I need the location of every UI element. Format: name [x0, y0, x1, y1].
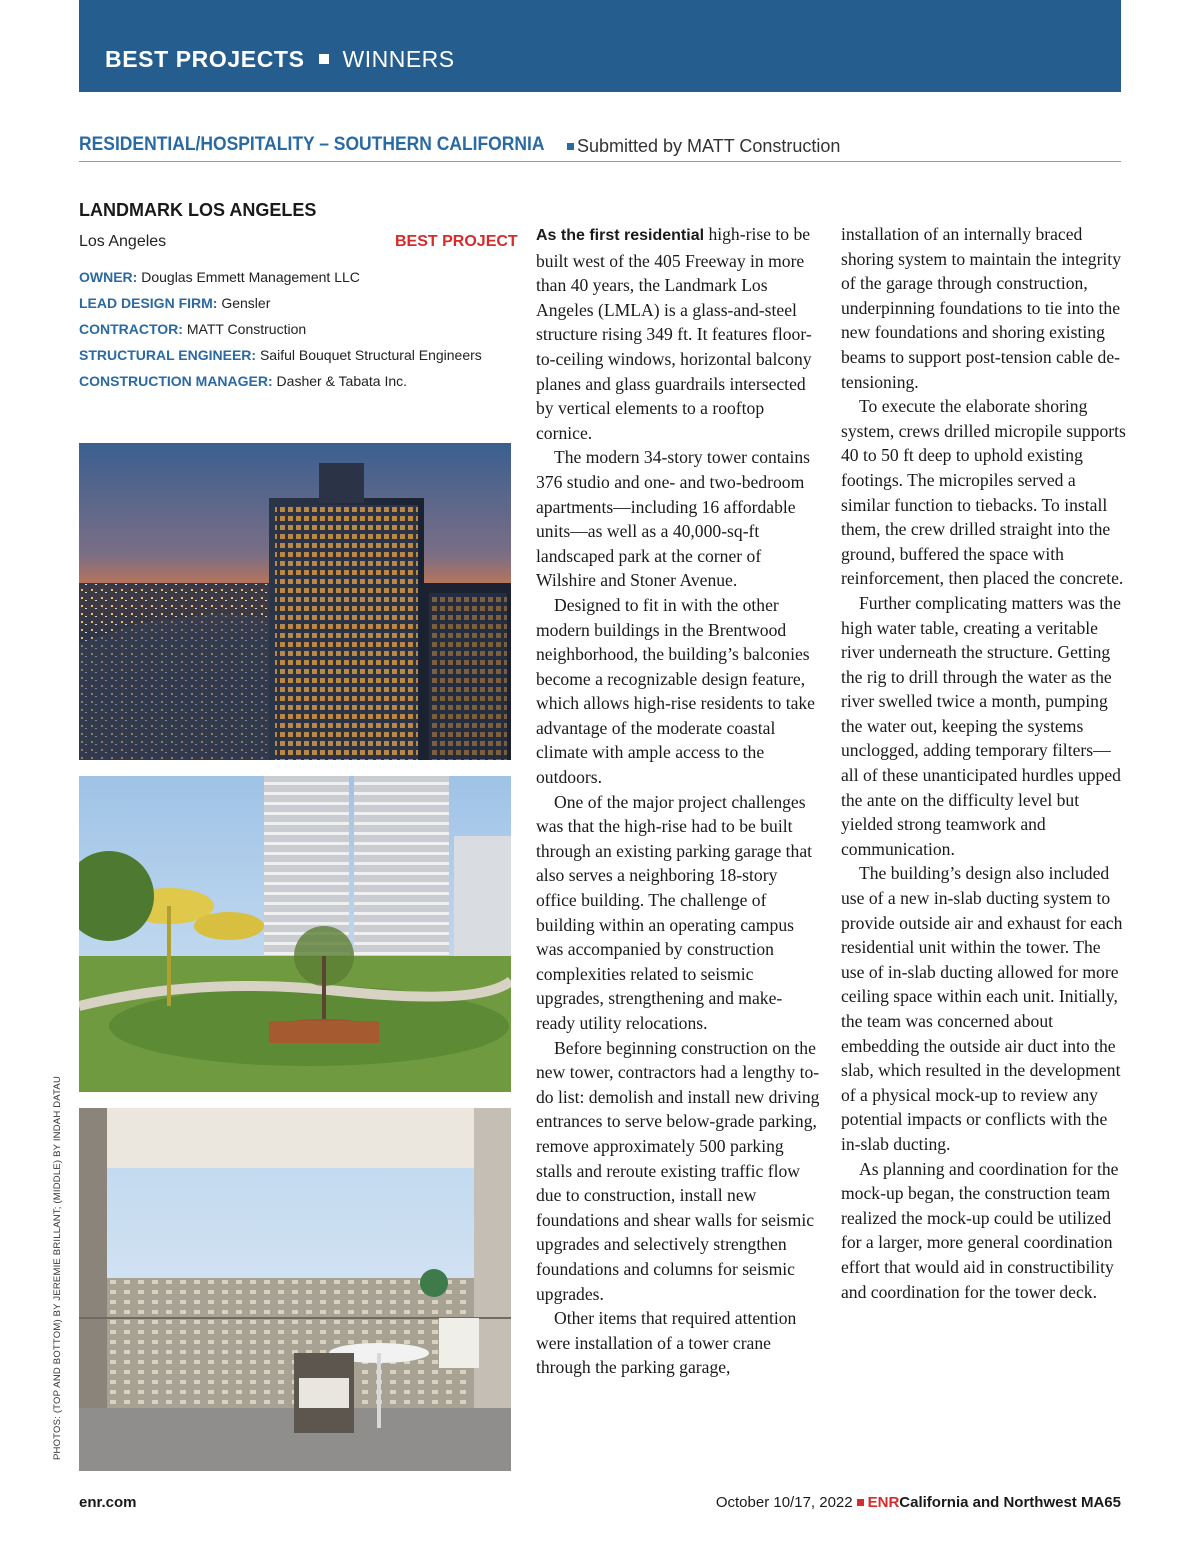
- photo-tower-dusk: [79, 443, 511, 760]
- photo-balcony-view: [79, 1108, 511, 1471]
- article-paragraph: To execute the elaborate shoring system, crews drilled micropile supports 40 to 50 ft deep to uphold existing footings. The micropiles served a similar function to tiebacks. To install them, the crew drilled straight into the ground, buffered the space with reinforcement, then placed the concrete.: [841, 396, 1126, 589]
- project-title: LANDMARK LOS ANGELES: [79, 200, 317, 220]
- article-column-1: [536, 222, 821, 1380]
- footer-edition: California and Northwest: [899, 1494, 1077, 1511]
- header-banner: [79, 0, 1121, 92]
- article-paragraph: Other items that required attention were installation of a tower crane through the parking garage,: [536, 1308, 797, 1378]
- category-rule: [79, 161, 1121, 162]
- footer-date: October 10/17, 2022: [715, 1494, 853, 1511]
- footer-site: enr.com: [79, 1494, 137, 1511]
- article-paragraph: Designed to fit in with the other modern buildings in the Brentwood neighborhood, the building’s balconies become a recognizable design feature, which allows high-rise residents to take advantage of the moderate coastal climate with ample access to the outdoors.: [536, 594, 815, 788]
- article-lead: As the first residential: [536, 227, 705, 244]
- footer-page: MA65: [1080, 1494, 1121, 1511]
- footer-separator-icon: [857, 1499, 864, 1506]
- footer-info: [716, 1494, 1121, 1511]
- photo-credit: PHOTOS: (TOP AND BOTTOM) BY JEREMIE BRILLANT; (MIDDLE) BY INDAH DATAU: [52, 1075, 63, 1460]
- banner-text: [105, 46, 455, 73]
- credit-construction-manager: CONSTRUCTION MANAGER: Dasher & Tabata Inc.: [79, 373, 408, 389]
- photo-rooftop-park: [79, 776, 511, 1092]
- article-paragraph: As planning and coordination for the mock-up began, the construction team realized the mock-up could be utilized for a larger, more general coordination effort that would aid in constructibility and coordination for the tower deck.: [841, 1158, 1119, 1302]
- article-paragraph: installation of an internally braced shoring system to maintain the integrity of the garage through construction, underpinning foundations to tie into the new foundations and shoring existing beams to support post-tension cable de-tensioning.: [841, 224, 1121, 392]
- article-column-2: [841, 222, 1126, 1304]
- banner-subsection: WINNERS: [342, 46, 455, 72]
- banner-separator-icon: [319, 54, 329, 64]
- article-paragraph: Before beginning construction on the new tower, contractors had a lengthy to-do list: demolish and install new driving entrances to serve below-grade parking, remove approximately 500 parking stalls and reroute existing traffic flow due to construction, install new foundations and shear walls for seismic upgrades and selectively strengthen foundations and columns for seismic upgrades.: [536, 1037, 820, 1304]
- article-paragraph: One of the major project challenges was that the high-rise had to be built through an existing parking garage that also serves a neighboring 18-story office building. The challenge of building within an operating campus was accompanied by construction complexities related to seismic upgrades, strengthening and make-ready utility relocations.: [536, 791, 813, 1033]
- credit-owner: OWNER: Douglas Emmett Management LLC: [79, 269, 360, 285]
- article-paragraph: Further complicating matters was the high water table, creating a veritable river underneath the structure. Getting the rig to drill through the water as the river swelled twice a month, pumping the water out, keeping the systems unclogged, adding temporary filters—all of these unanticipated hurdles upped the ante on the difficulty level but yielded strong teamwork and communication.: [841, 592, 1121, 859]
- category-name: RESIDENTIAL/HOSPITALITY – SOUTHERN CALIFORNIA: [79, 134, 545, 155]
- category-line: [79, 134, 1121, 156]
- banner-section: BEST PROJECTS: [105, 46, 305, 72]
- credit-contractor: CONTRACTOR: MATT Construction: [79, 321, 307, 337]
- article-paragraph: The building’s design also included use of a new in-slab ducting system to provide outside air and exhaust for each residential unit within the tower. The use of in-slab ducting allowed for more ceiling space within each unit. Initially, the team was concerned about embedding the outside air duct into the slab, which resulted in the development of a physical mock-up to review any potential impacts or conflicts with the in-slab ducting.: [841, 863, 1123, 1154]
- project-location: Los Angeles: [79, 233, 167, 250]
- footer-brand: ENR: [867, 1494, 900, 1511]
- category-separator-icon: [567, 143, 574, 150]
- article-paragraph: As the first residential high-rise to be built west of the 405 Freeway in more than 40 years, the Landmark Los Angeles (LMLA) is a glass-and-steel structure rising 349 ft. It features floor-to-ceiling windows, horizontal balcony planes and glass guardrails intersected by vertical elements to a rooftop cornice.: [536, 224, 812, 443]
- submitted-by: Submitted by MATT Construction: [577, 136, 841, 156]
- project-credits: [79, 264, 482, 394]
- article-paragraph: The modern 34-story tower contains 376 studio and one- and two-bedroom apartments—including 16 affordable units—as well as a 40,000-sq-ft landscaped park at the corner of Wilshire and Stoner Avenue.: [536, 447, 811, 591]
- credit-structural-engineer: STRUCTURAL ENGINEER: Saiful Bouquet Structural Engineers: [79, 347, 482, 363]
- credit-design-firm: LEAD DESIGN FIRM: Gensler: [79, 295, 271, 311]
- award-badge: BEST PROJECT: [395, 233, 518, 250]
